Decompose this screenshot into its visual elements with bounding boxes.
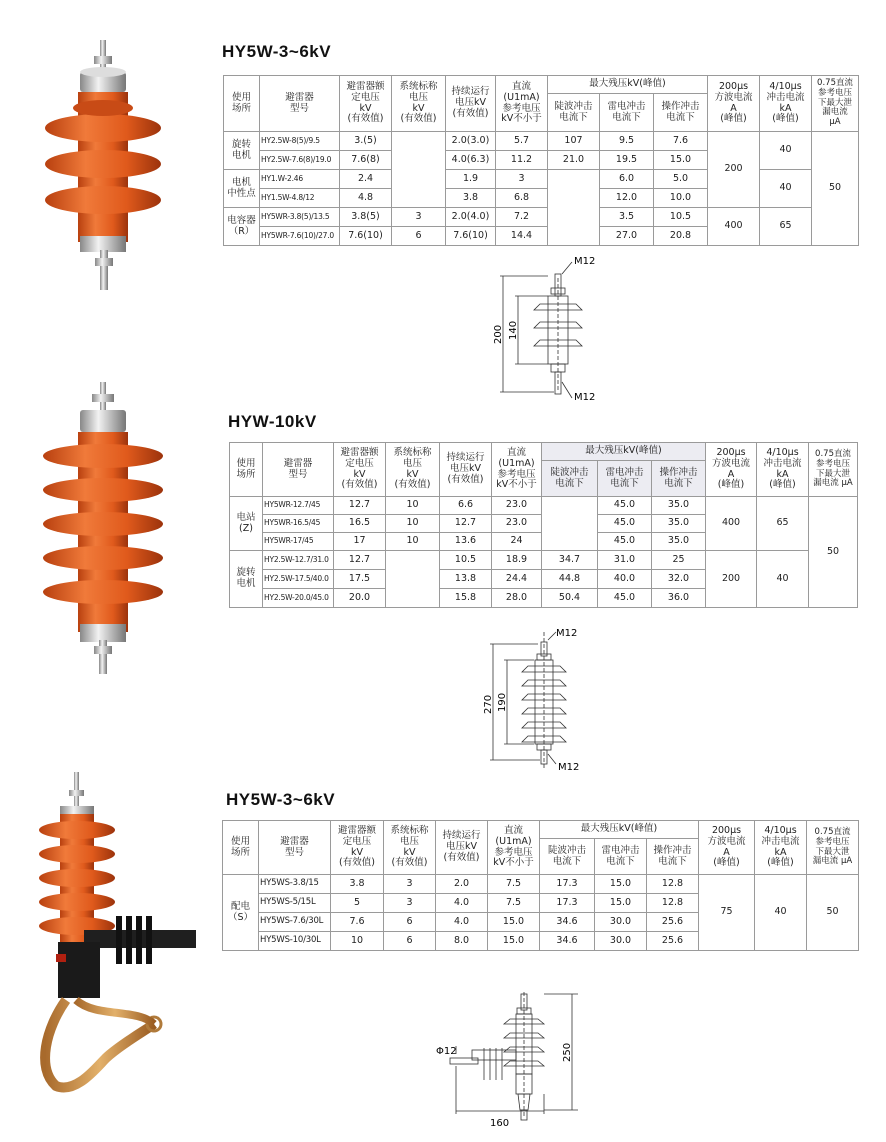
header-system: 系统标称 电压 kV (有效值) xyxy=(384,821,436,875)
lightning-cell: 15.0 xyxy=(595,894,647,913)
arrester-photo-1 xyxy=(42,36,162,296)
arrester-photo-2 xyxy=(38,380,168,680)
mcov-cell: 2.0 xyxy=(436,875,488,894)
header-lightning: 雷电冲击 电流下 xyxy=(598,461,652,497)
dim-overall-label: 200 xyxy=(493,324,504,344)
header-square: 200μs 方波电流 A (峰值) xyxy=(699,821,755,875)
dim-top-label: M12 xyxy=(574,256,596,267)
lightning-cell: 45.0 xyxy=(598,515,652,533)
mcov-cell: 7.6(10) xyxy=(446,227,496,246)
model-cell: HY5WS-7.6/30L xyxy=(259,913,331,932)
table-row xyxy=(224,132,859,151)
mcov-cell: 6.6 xyxy=(440,497,492,515)
impulse-cell: 40 xyxy=(760,170,812,208)
dim-height-label: 250 xyxy=(562,1042,573,1062)
model-cell: HY5WS-10/30L xyxy=(259,932,331,951)
rated-cell: 10 xyxy=(331,932,384,951)
header-system: 系统标称 电压 kV (有效值) xyxy=(386,443,440,497)
header-mcov: 持续运行 电压kV (有效值) xyxy=(436,821,488,875)
leak-cell: 50 xyxy=(812,132,859,246)
steep-cell: 50.4 xyxy=(542,589,598,608)
system-cell: 10 xyxy=(386,515,440,533)
group-label: 电容器 （R） xyxy=(224,208,260,246)
header-use: 使用 场所 xyxy=(223,821,259,875)
lightning-cell: 30.0 xyxy=(595,932,647,951)
system-cell: 6 xyxy=(384,913,436,932)
mcov-cell: 10.5 xyxy=(440,551,492,570)
table-row xyxy=(230,497,858,515)
lightning-cell: 45.0 xyxy=(598,589,652,608)
impulse-cell: 65 xyxy=(760,208,812,246)
header-dc: 直流 (U1mA) 参考电压 kV不小于 xyxy=(492,443,542,497)
header-dc: 直流 (U1mA) 参考电压 kV不小于 xyxy=(488,821,540,875)
header-model: 避雷器 型号 xyxy=(259,821,331,875)
header-residual: 最大残压kV(峰值) xyxy=(548,76,708,94)
mcov-cell: 12.7 xyxy=(440,515,492,533)
dimension-drawing-1 xyxy=(488,252,638,402)
lightning-cell: 27.0 xyxy=(600,227,654,246)
dc-cell: 7.2 xyxy=(496,208,548,227)
mcov-cell: 4.0 xyxy=(436,894,488,913)
dim-overall-label: 270 xyxy=(483,694,494,714)
table-row xyxy=(223,875,859,894)
header-dc: 直流 (U1mA) 参考电压 kV不小于 xyxy=(496,76,548,132)
dc-cell: 15.0 xyxy=(488,913,540,932)
header-residual: 最大残压kV(峰值) xyxy=(542,443,706,461)
steep-cell: 34.6 xyxy=(540,932,595,951)
dc-cell: 28.0 xyxy=(492,589,542,608)
header-impulse: 4/10μs 冲击电流 kA (峰值) xyxy=(755,821,807,875)
switching-cell: 25 xyxy=(652,551,706,570)
lightning-cell: 6.0 xyxy=(600,170,654,189)
system-cell: 3 xyxy=(384,875,436,894)
model-cell: HY1.W-2.46 xyxy=(260,170,340,189)
steep-cell: 34.6 xyxy=(540,913,595,932)
lightning-cell: 45.0 xyxy=(598,497,652,515)
header-use: 使用 场所 xyxy=(230,443,263,497)
rated-cell: 17 xyxy=(334,533,386,551)
switching-cell: 15.0 xyxy=(654,151,708,170)
impulse-cell: 65 xyxy=(757,497,809,551)
rated-cell: 5 xyxy=(331,894,384,913)
mcov-cell: 8.0 xyxy=(436,932,488,951)
square-cell: 200 xyxy=(708,132,760,208)
mcov-cell: 1.9 xyxy=(446,170,496,189)
lightning-cell: 30.0 xyxy=(595,913,647,932)
rated-cell: 12.7 xyxy=(334,551,386,570)
rated-cell: 4.8 xyxy=(340,189,392,208)
system-cell: 3 xyxy=(384,894,436,913)
switching-cell: 10.5 xyxy=(654,208,708,227)
table-row xyxy=(224,208,859,227)
impulse-cell: 40 xyxy=(757,551,809,608)
lightning-cell: 15.0 xyxy=(595,875,647,894)
header-rated: 避雷器额 定电压 kV (有效值) xyxy=(331,821,384,875)
header-residual: 最大残压kV(峰值) xyxy=(540,821,699,839)
steep-cell: 21.0 xyxy=(548,151,600,170)
dim-body-label: 140 xyxy=(508,320,519,340)
header-rated: 避雷器额 定电压 kV (有效值) xyxy=(334,443,386,497)
switching-cell: 7.6 xyxy=(654,132,708,151)
dc-cell: 24.4 xyxy=(492,570,542,589)
square-cell: 400 xyxy=(708,208,760,246)
header-lightning: 雷电冲击 电流下 xyxy=(600,94,654,132)
header-mcov: 持续运行 电压kV (有效值) xyxy=(446,76,496,132)
switching-cell: 12.8 xyxy=(647,875,699,894)
rated-cell: 17.5 xyxy=(334,570,386,589)
system-cell: 6 xyxy=(392,227,446,246)
dc-cell: 7.5 xyxy=(488,894,540,913)
model-cell: HY2.5W-7.6(8)/19.0 xyxy=(260,151,340,170)
dim-bottom-label: M12 xyxy=(558,762,580,773)
system-cell: 3 xyxy=(392,208,446,227)
rated-cell: 3.8 xyxy=(331,875,384,894)
header-leak: 0.75直流 参考电压 下最大泄 漏电流 μA xyxy=(809,443,858,497)
steep-cell: 44.8 xyxy=(542,570,598,589)
dim-width-label: 160 xyxy=(490,1118,510,1129)
switching-cell: 25.6 xyxy=(647,913,699,932)
lightning-cell: 12.0 xyxy=(600,189,654,208)
dc-cell: 5.7 xyxy=(496,132,548,151)
lightning-cell: 40.0 xyxy=(598,570,652,589)
dc-cell: 11.2 xyxy=(496,151,548,170)
rated-cell: 3.8(5) xyxy=(340,208,392,227)
switching-cell: 20.8 xyxy=(654,227,708,246)
dc-cell: 14.4 xyxy=(496,227,548,246)
dc-cell: 23.0 xyxy=(492,515,542,533)
group-label: 配电 （S） xyxy=(223,875,259,951)
model-cell: HY2.5W-8(5)/9.5 xyxy=(260,132,340,151)
lightning-cell: 19.5 xyxy=(600,151,654,170)
mcov-cell: 13.8 xyxy=(440,570,492,589)
system-cell: 10 xyxy=(386,533,440,551)
square-cell: 200 xyxy=(706,551,757,608)
spec-table-3 xyxy=(222,820,859,951)
rated-cell: 7.6(8) xyxy=(340,151,392,170)
switching-cell: 10.0 xyxy=(654,189,708,208)
model-cell: HY5WR-7.6(10)/27.0 xyxy=(260,227,340,246)
lightning-cell: 45.0 xyxy=(598,533,652,551)
switching-cell: 32.0 xyxy=(652,570,706,589)
model-cell: HY5WR-3.8(5)/13.5 xyxy=(260,208,340,227)
leak-cell: 50 xyxy=(809,497,858,608)
mcov-cell: 4.0 xyxy=(436,913,488,932)
header-leak: 0.75直流 参考电压 下最大泄 漏电流 μA xyxy=(807,821,859,875)
dim-bottom-label: M12 xyxy=(574,392,596,402)
header-square: 200μs 方波电流 A (峰值) xyxy=(708,76,760,132)
lightning-cell: 3.5 xyxy=(600,208,654,227)
model-cell: HY1.5W-4.8/12 xyxy=(260,189,340,208)
mcov-cell: 15.8 xyxy=(440,589,492,608)
rated-cell: 7.6(10) xyxy=(340,227,392,246)
impulse-cell: 40 xyxy=(755,875,807,951)
section-2-title: HYW-10kV xyxy=(228,412,317,431)
header-leak: 0.75直流 参考电压 下最大泄 漏电流 μA xyxy=(812,76,859,132)
dim-top-label: M12 xyxy=(556,628,578,639)
rated-cell: 20.0 xyxy=(334,589,386,608)
group-label: 电站 (Z) xyxy=(230,497,263,551)
model-cell: HY5WS-5/15L xyxy=(259,894,331,913)
rated-cell: 2.4 xyxy=(340,170,392,189)
rated-cell: 16.5 xyxy=(334,515,386,533)
dc-cell: 23.0 xyxy=(492,497,542,515)
header-model: 避雷器 型号 xyxy=(260,76,340,132)
dc-cell: 24 xyxy=(492,533,542,551)
spec-table-2 xyxy=(229,442,858,608)
dc-cell: 3 xyxy=(496,170,548,189)
dim-body-label: 190 xyxy=(497,692,508,712)
switching-cell: 35.0 xyxy=(652,533,706,551)
group-label: 旋转 电机 xyxy=(224,132,260,170)
model-cell: HY5WR-16.5/45 xyxy=(263,515,334,533)
model-cell: HY2.5W-20.0/45.0 xyxy=(263,589,334,608)
header-steep: 陡波冲击 电流下 xyxy=(548,94,600,132)
switching-cell: 12.8 xyxy=(647,894,699,913)
header-rated: 避雷器额 定电压 kV (有效值) xyxy=(340,76,392,132)
header-lightning: 雷电冲击 电流下 xyxy=(595,839,647,875)
switching-cell: 35.0 xyxy=(652,497,706,515)
rated-cell: 7.6 xyxy=(331,913,384,932)
steep-cell xyxy=(542,497,598,551)
header-impulse: 4/10μs 冲击电流 kA (峰值) xyxy=(757,443,809,497)
header-steep: 陡波冲击 电流下 xyxy=(540,839,595,875)
dim-diameter-label: Φ12 xyxy=(436,1046,457,1057)
header-steep: 陡波冲击 电流下 xyxy=(542,461,598,497)
switching-cell: 5.0 xyxy=(654,170,708,189)
steep-cell: 17.3 xyxy=(540,875,595,894)
header-system: 系统标称 电压 kV (有效值) xyxy=(392,76,446,132)
switching-cell: 25.6 xyxy=(647,932,699,951)
switching-cell: 36.0 xyxy=(652,589,706,608)
system-cell xyxy=(392,132,446,208)
square-cell: 400 xyxy=(706,497,757,551)
mcov-cell: 2.0(3.0) xyxy=(446,132,496,151)
lightning-cell: 31.0 xyxy=(598,551,652,570)
group-label: 旋转 电机 xyxy=(230,551,263,608)
mcov-cell: 4.0(6.3) xyxy=(446,151,496,170)
header-switching: 操作冲击 电流下 xyxy=(654,94,708,132)
dc-cell: 15.0 xyxy=(488,932,540,951)
model-cell: HY5WS-3.8/15 xyxy=(259,875,331,894)
system-cell: 6 xyxy=(384,932,436,951)
model-cell: HY5WR-12.7/45 xyxy=(263,497,334,515)
system-cell xyxy=(386,551,440,608)
steep-cell: 34.7 xyxy=(542,551,598,570)
steep-cell: 17.3 xyxy=(540,894,595,913)
system-cell: 10 xyxy=(386,497,440,515)
header-use: 使用 场所 xyxy=(224,76,260,132)
mcov-cell: 13.6 xyxy=(440,533,492,551)
dimension-drawing-3 xyxy=(432,990,582,1130)
model-cell: HY2.5W-12.7/31.0 xyxy=(263,551,334,570)
header-impulse: 4/10μs 冲击电流 kA (峰值) xyxy=(760,76,812,132)
header-square: 200μs 方波电流 A (峰值) xyxy=(706,443,757,497)
steep-cell: 107 xyxy=(548,132,600,151)
rated-cell: 12.7 xyxy=(334,497,386,515)
dimension-drawing-2 xyxy=(478,624,608,774)
table-row xyxy=(230,551,858,570)
model-cell: HY2.5W-17.5/40.0 xyxy=(263,570,334,589)
mcov-cell: 3.8 xyxy=(446,189,496,208)
steep-cell xyxy=(548,170,600,246)
model-cell: HY5WR-17/45 xyxy=(263,533,334,551)
leak-cell: 50 xyxy=(807,875,859,951)
impulse-cell: 40 xyxy=(760,132,812,170)
spec-table-1 xyxy=(223,75,859,246)
dc-cell: 6.8 xyxy=(496,189,548,208)
switching-cell: 35.0 xyxy=(652,515,706,533)
mcov-cell: 2.0(4.0) xyxy=(446,208,496,227)
dc-cell: 7.5 xyxy=(488,875,540,894)
header-mcov: 持续运行 电压kV (有效值) xyxy=(440,443,492,497)
section-1-title: HY5W-3~6kV xyxy=(222,42,332,61)
group-label: 电机 中性点 xyxy=(224,170,260,208)
rated-cell: 3.(5) xyxy=(340,132,392,151)
dc-cell: 18.9 xyxy=(492,551,542,570)
header-switching: 操作冲击 电流下 xyxy=(652,461,706,497)
section-3-title: HY5W-3~6kV xyxy=(226,790,336,809)
table-row xyxy=(224,170,859,189)
arrester-photo-3 xyxy=(26,768,201,1098)
lightning-cell: 9.5 xyxy=(600,132,654,151)
square-cell: 75 xyxy=(699,875,755,951)
header-model: 避雷器 型号 xyxy=(263,443,334,497)
header-switching: 操作冲击 电流下 xyxy=(647,839,699,875)
